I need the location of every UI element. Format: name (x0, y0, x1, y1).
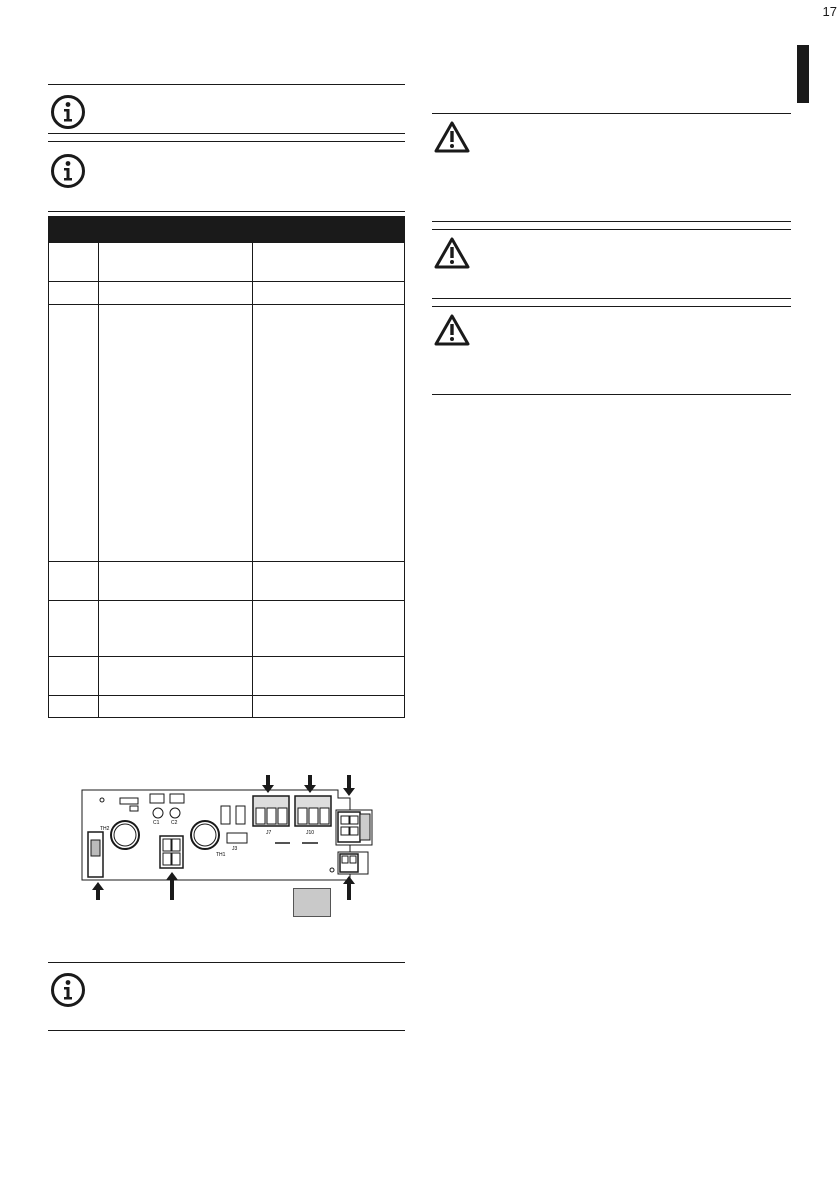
table-row (49, 282, 405, 305)
table-cell (253, 562, 405, 601)
board-diagram (70, 770, 390, 910)
rule (432, 229, 791, 230)
rule (48, 141, 405, 142)
table-cell (99, 243, 253, 282)
table-cell (99, 601, 253, 657)
info-icon (50, 153, 86, 194)
table-cell (49, 305, 99, 562)
table-cell (49, 562, 99, 601)
rule (48, 133, 405, 134)
label-j7: J7 (266, 830, 272, 836)
table-row (49, 562, 405, 601)
table-cell (49, 282, 99, 305)
rule (432, 394, 791, 395)
table-cell (49, 601, 99, 657)
label-j10: J10 (306, 830, 315, 836)
table-cell (49, 243, 99, 282)
table-row (49, 696, 405, 718)
table-row (49, 657, 405, 696)
info-icon (50, 972, 86, 1013)
table-cell (99, 696, 253, 718)
rule (432, 306, 791, 307)
table-cell (99, 282, 253, 305)
warning-icon (433, 313, 471, 352)
table-cell (253, 696, 405, 718)
table-cell (253, 282, 405, 305)
table-cell (49, 696, 99, 718)
rule (432, 221, 791, 222)
table-row (49, 305, 405, 562)
rule (432, 113, 791, 114)
gray-box (293, 888, 331, 917)
label-c2: C2 (171, 820, 178, 826)
spec-table (48, 216, 405, 718)
warning-icon (433, 236, 471, 275)
rule (48, 211, 405, 212)
table-header (49, 217, 405, 243)
table-cell (253, 305, 405, 562)
table-cell (49, 657, 99, 696)
table-cell (99, 657, 253, 696)
rule (48, 1030, 405, 1031)
warning-icon (433, 120, 471, 159)
table-cell (99, 562, 253, 601)
label-th1: TH1 (216, 852, 226, 858)
label-th2: TH2 (100, 826, 110, 832)
rule (48, 84, 405, 85)
rule (48, 962, 405, 963)
table-row (49, 601, 405, 657)
rule (432, 298, 791, 299)
table-row (49, 243, 405, 282)
info-icon (50, 94, 86, 135)
table-cell (99, 305, 253, 562)
table-cell (253, 243, 405, 282)
page-number: 17 (822, 4, 837, 19)
arrow-icon (262, 775, 355, 796)
label-c1: C1 (153, 820, 160, 826)
table-cell (253, 657, 405, 696)
table-header-row (49, 217, 405, 243)
table-cell (253, 601, 405, 657)
label-j3: J3 (232, 846, 238, 852)
language-tab (797, 45, 809, 103)
